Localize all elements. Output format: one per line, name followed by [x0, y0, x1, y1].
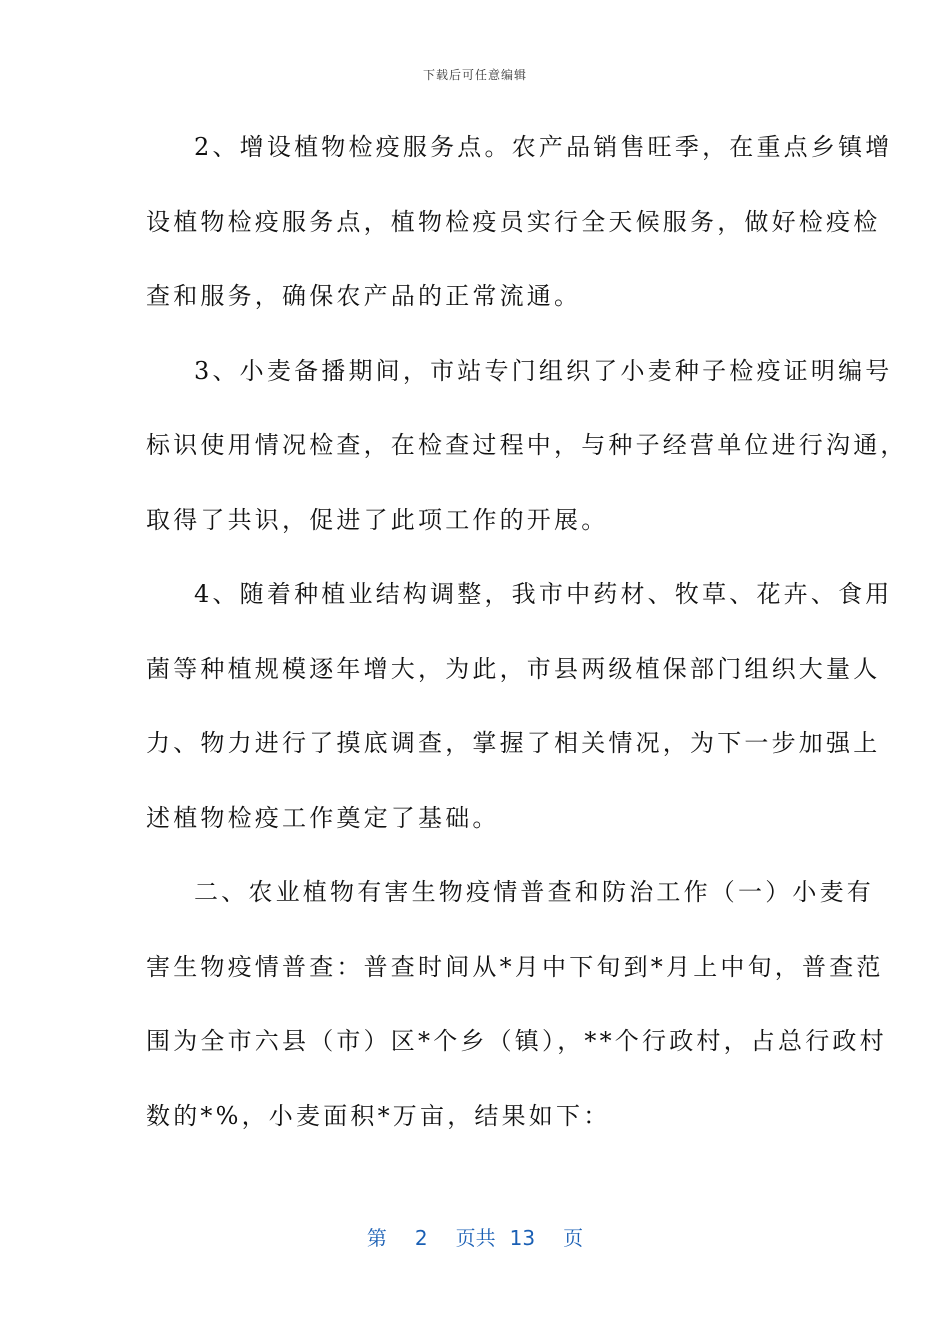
paragraph-line: 4、随着种植业结构调整，我市中药材、牧草、花卉、食用	[194, 580, 893, 608]
paragraph-line: 围为全市六县（市）区*个乡（镇），**个行政村，占总行政村	[146, 1027, 887, 1055]
footer-prefix: 第	[366, 1226, 387, 1250]
paragraph-line: 害生物疫情普查：普查时间从*月中下旬到*月上中旬，普查范	[146, 952, 884, 981]
paragraph-line: 查和服务，确保农产品的正常流通。	[146, 282, 582, 310]
paragraph-line: 力、物力进行了摸底调查，掌握了相关情况，为下一步加强上	[146, 729, 881, 757]
paragraph-line: 述植物检疫工作奠定了基础。	[146, 803, 500, 832]
footer-middle: 页共	[455, 1226, 496, 1250]
page-footer	[0, 1222, 950, 1251]
paragraph-line: 标识使用情况检查，在检查过程中，与种子经营单位进行沟通，	[146, 431, 908, 459]
paragraph-line: 菌等种植规模逐年增大，为此，市县两级植保部门组织大量人	[146, 654, 881, 683]
paragraph-line: 2、增设植物检疫服务点。农产品销售旺季，在重点乡镇增	[194, 133, 893, 161]
footer-suffix: 页	[563, 1226, 584, 1250]
document-body	[146, 122, 908, 1165]
current-page-number: 2	[414, 1226, 428, 1250]
paragraph-line: 取得了共识，促进了此项工作的开展。	[146, 505, 609, 534]
paragraph-line: 数的*%，小麦面积*万亩，结果如下：	[146, 1101, 611, 1130]
header-note: 下载后可任意编辑	[422, 68, 527, 82]
paragraph-line: 设植物检疫服务点，植物检疫员实行全天候服务，做好检疫检	[146, 207, 881, 236]
paragraph-line: 二、农业植物有害生物疫情普查和防治工作（一）小麦有	[194, 878, 874, 906]
paragraph-line: 3、小麦备播期间，市站专门组织了小麦种子检疫证明编号	[194, 356, 893, 385]
total-pages-number: 13	[509, 1226, 536, 1250]
